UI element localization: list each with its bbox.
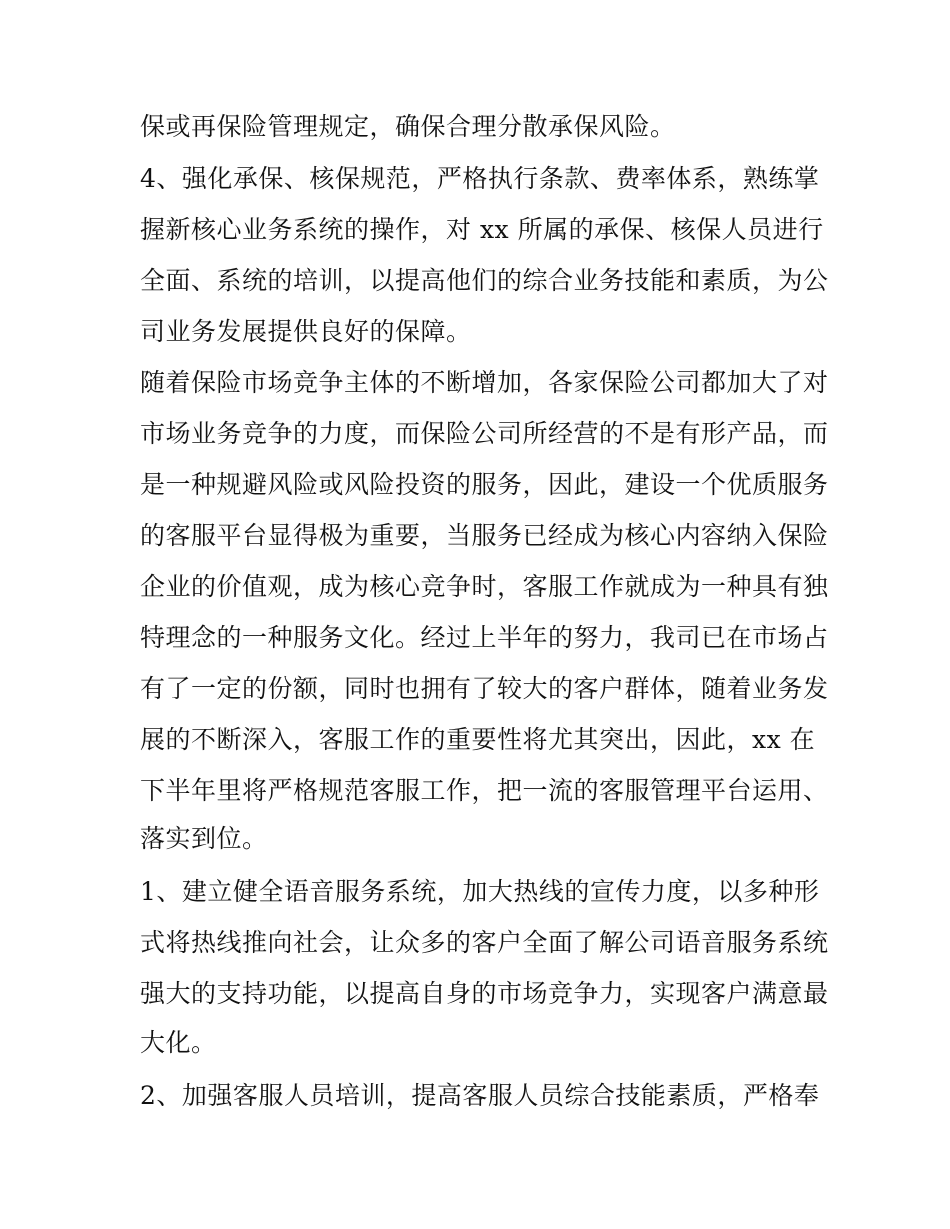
text-line: 式将热线推向社会，让众多的客户全面了解公司语音服务系统	[140, 928, 829, 957]
text-line: 企业的价值观，成为核心竞争时，客服工作就成为一种具有独	[140, 572, 829, 601]
text-line: 司业务发展提供良好的保障。	[140, 317, 472, 346]
text-line: 2、加强客服人员培训，提高客服人员综合技能素质，严格奉	[140, 1081, 820, 1110]
text-line: 握新核心业务系统的操作，对 xx 所属的承保、核保人员进行	[140, 215, 824, 244]
text-line: 有了一定的份额，同时也拥有了较大的客户群体，随着业务发	[140, 674, 829, 703]
text-line: 保或再保险管理规定，确保合理分散承保风险。	[140, 112, 676, 141]
text-line: 落实到位。	[140, 824, 268, 853]
text-line: 特理念的一种服务文化。经过上半年的努力，我司已在市场占	[140, 623, 829, 652]
text-line: 的客服平台显得极为重要，当服务已经成为核心内容纳入保险	[140, 521, 829, 550]
text-line: 大化。	[140, 1028, 217, 1057]
text-line: 展的不断深入，客服工作的重要性将尤其突出，因此，xx 在	[140, 725, 816, 754]
text-line: 1、建立健全语音服务系统，加大热线的宣传力度，以多种形	[140, 877, 820, 906]
text-line: 随着保险市场竞争主体的不断增加，各家保险公司都加大了对	[140, 368, 829, 397]
text-line: 4、强化承保、核保规范，严格执行条款、费率体系，熟练掌	[140, 164, 820, 193]
text-line: 全面、系统的培训，以提高他们的综合业务技能和素质，为公	[140, 266, 829, 295]
text-line: 市场业务竞争的力度，而保险公司所经营的不是有形产品，而	[140, 419, 829, 448]
text-line: 下半年里将严格规范客服工作，把一流的客服管理平台运用、	[140, 776, 829, 805]
text-line: 是一种规避风险或风险投资的服务，因此，建设一个优质服务	[140, 470, 829, 499]
text-line: 强大的支持功能，以提高自身的市场竞争力，实现客户满意最	[140, 979, 829, 1008]
